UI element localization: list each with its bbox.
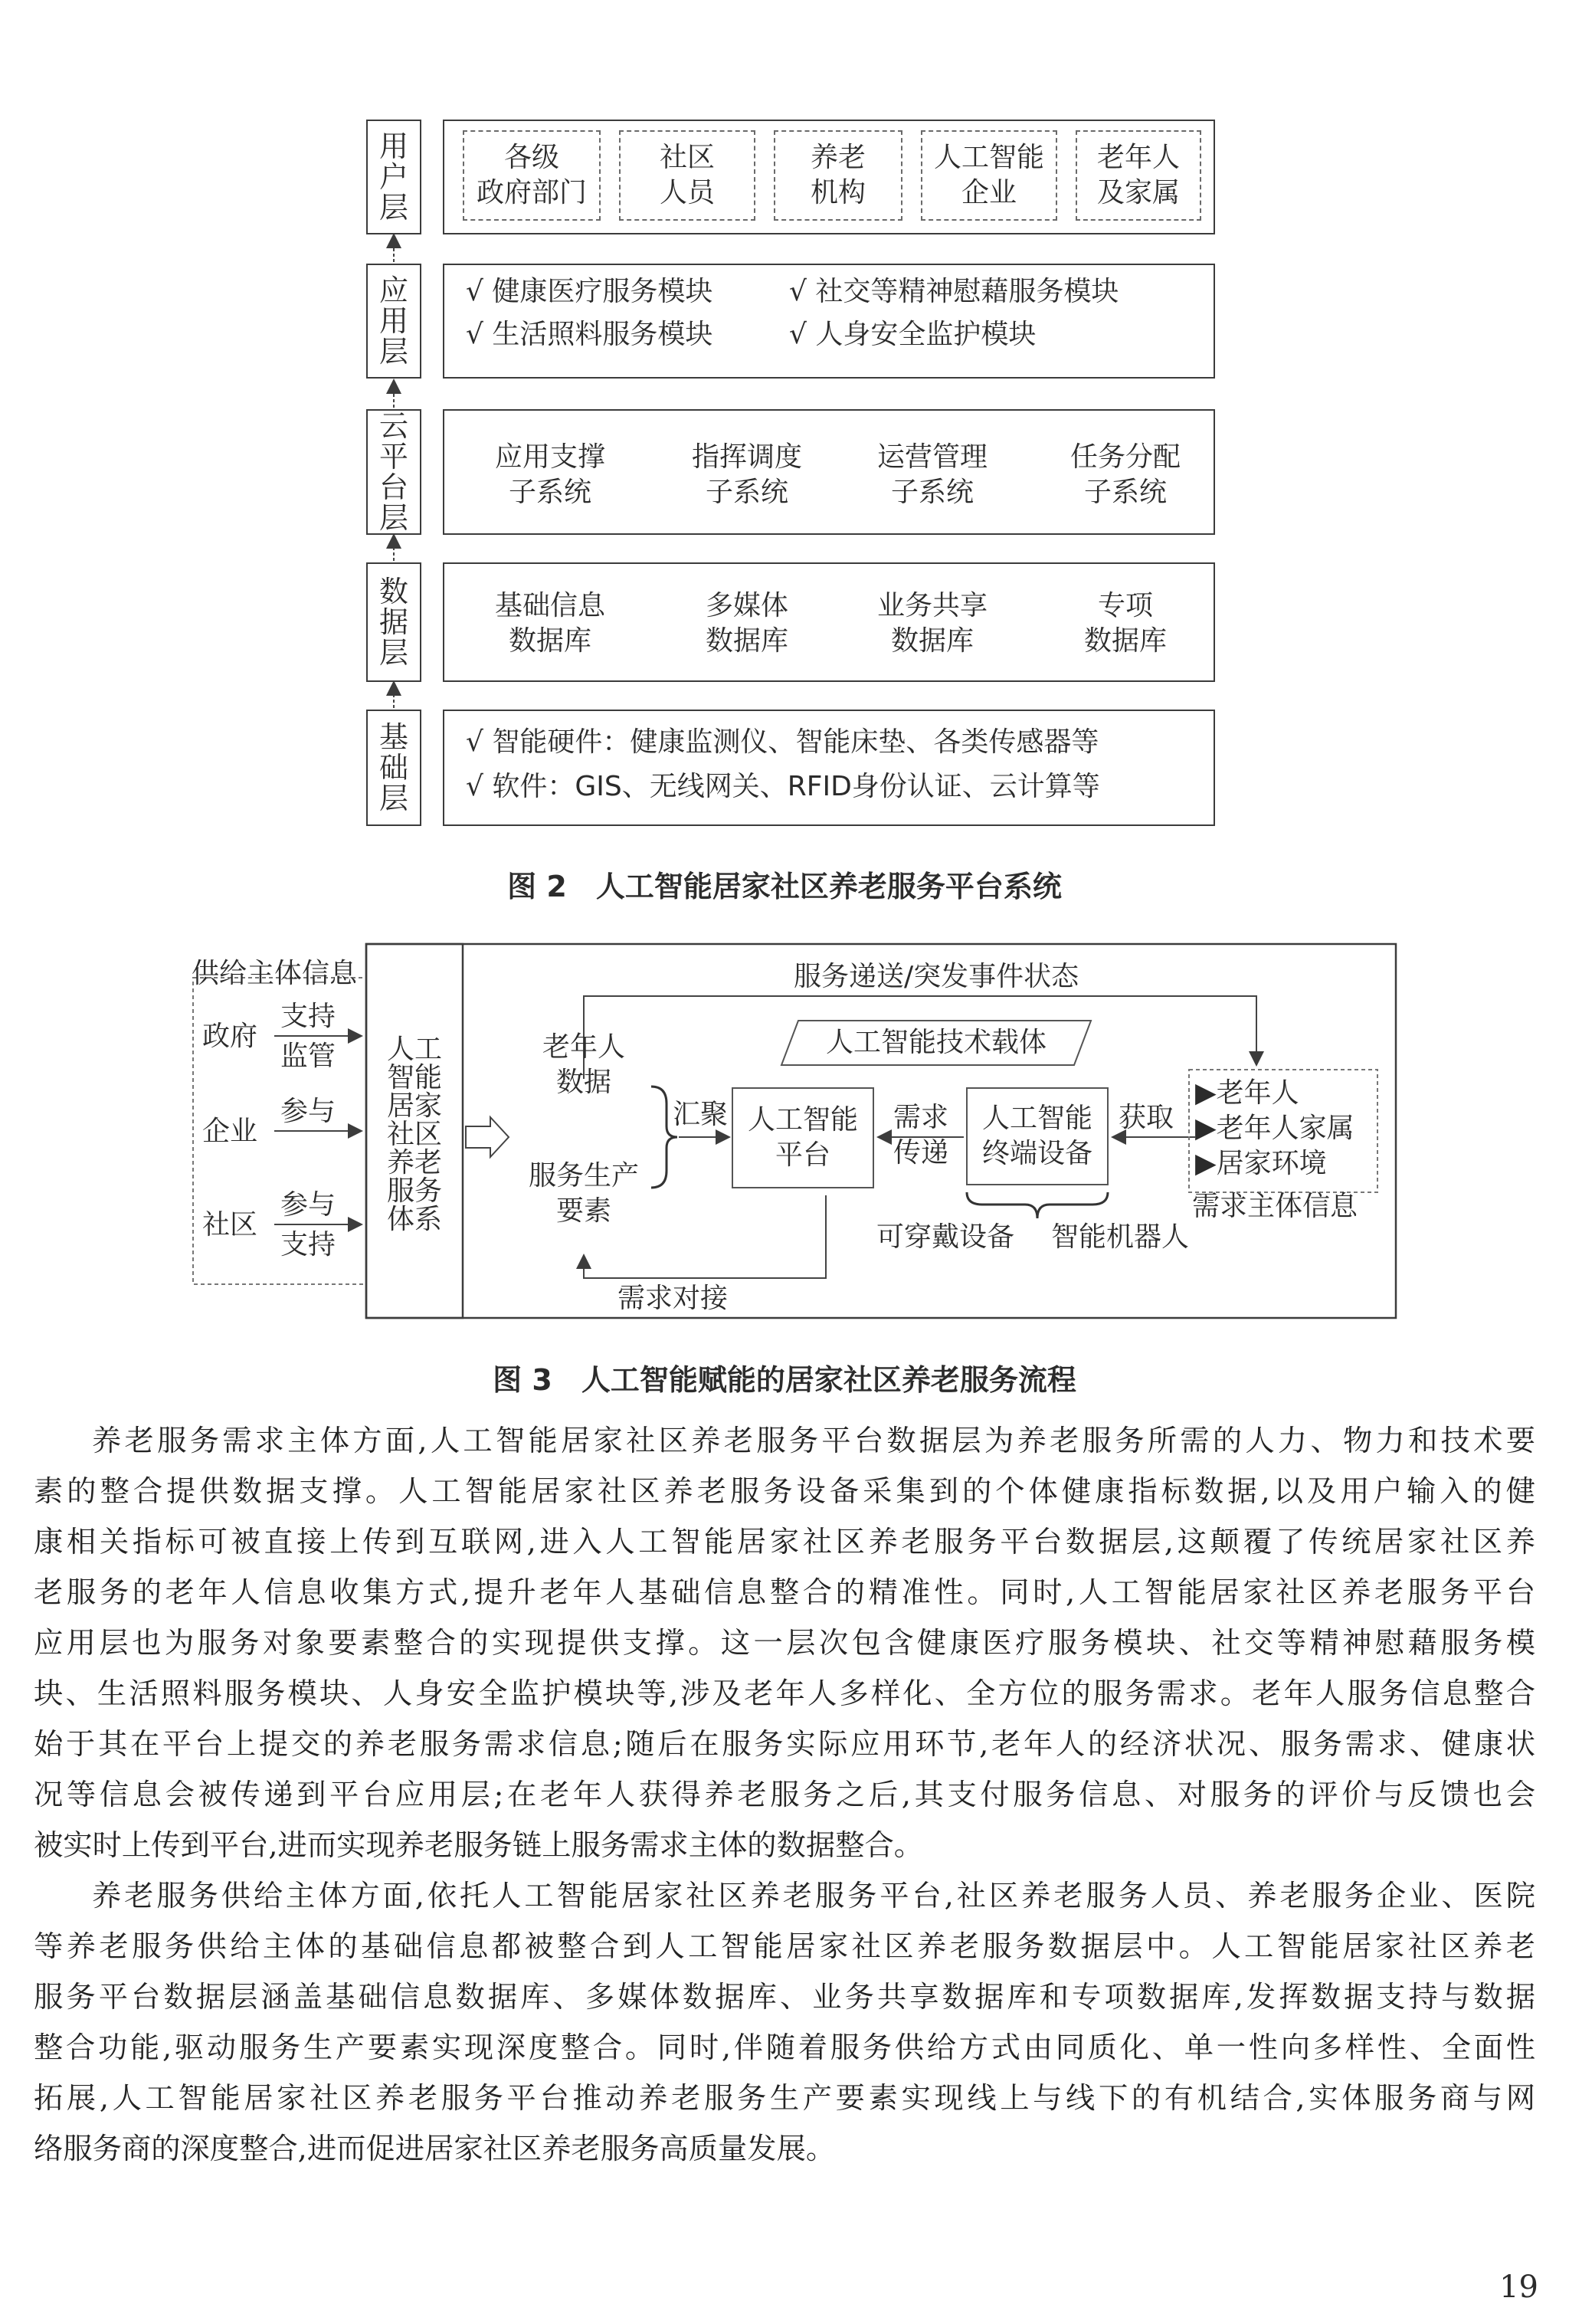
actor-community: 社区 — [202, 1209, 258, 1241]
text-line: 等养老服务供给主体的基础信息都被整合到人工智能居家社区养老服务数据层中。人工智能居家社区养老 — [34, 1929, 1535, 1964]
user-item-institution: 养老 机构 — [810, 142, 866, 208]
text-line: 养老服务需求主体方面,人工智能居家社区养老服务平台数据层为养老服务所需的人力、物力和技术要 — [92, 1424, 1535, 1458]
actor-community-role-1: 参与 — [280, 1189, 336, 1221]
app-item-health: √ 健康医疗服务模块 — [466, 276, 713, 307]
elder-data-label: 老年人 数据 — [542, 1031, 625, 1098]
actor-enterprise: 企业 — [202, 1116, 258, 1147]
paragraph-1 — [34, 1416, 1535, 1871]
data-item-basic: 基础信息 数据库 — [494, 590, 605, 657]
text-line: 拓展,人工智能居家社区养老服务平台推动养老服务生产要素实现线上与线下的有机结合,实体服务商与网 — [34, 2081, 1535, 2116]
demand-matching-label: 需求对接 — [617, 1283, 729, 1314]
cloud-item-task: 任务分配 子系统 — [1069, 441, 1181, 508]
actor-government: 政府 — [202, 1021, 258, 1052]
figure-3-caption: 图 3 人工智能赋能的居家社区养老服务流程 — [493, 1363, 1076, 1397]
base-item-software: √ 软件：GIS、无线网关、RFID身份认证、云计算等 — [466, 771, 1100, 802]
data-item-special: 专项 数据库 — [1083, 590, 1167, 657]
app-item-social: √ 社交等精神慰藉服务模块 — [789, 276, 1119, 307]
layer-label-data: 数 据 层 — [378, 575, 408, 670]
service-elements-label: 服务生产 要素 — [528, 1160, 639, 1227]
ai-carrier-label: 人工智能技术载体 — [825, 1027, 1047, 1058]
text-line: 整合功能,驱动服务生产要素实现深度整合。同时,伴随着服务供给方式由同质化、单一性向多样性、全面性 — [34, 2031, 1535, 2065]
data-item-shared: 业务共享 数据库 — [876, 590, 988, 657]
service-delivery-label: 服务递送/突发事件状态 — [794, 961, 1079, 992]
gather-label: 汇聚 — [673, 1099, 729, 1130]
demand-transfer-label: 需求 传递 — [893, 1102, 948, 1169]
actor-enterprise-role-1: 参与 — [280, 1096, 336, 1127]
user-item-government: 各级 政府部门 — [476, 142, 587, 208]
demand-info-label: 需求主体信息 — [1192, 1191, 1358, 1222]
text-line: 康相关指标可被直接上传到互联网,进入人工智能居家社区养老服务平台数据层,这颠覆了传统居家社区养 — [34, 1525, 1535, 1559]
layer-label-base: 基 础 层 — [378, 720, 408, 815]
text-line: 应用层也为服务对象要素整合的实现提供支撑。这一层次包含健康医疗服务模块、社交等精神慰藉服务模 — [34, 1626, 1535, 1660]
text-line: 块、生活照料服务模块、人身安全监护模块等,涉及老年人多样化、全方位的服务需求。老年人服务信息整合 — [34, 1677, 1535, 1711]
text-line: 被实时上传到平台,进而实现养老服务链上服务需求主体的数据整合。 — [34, 1828, 924, 1863]
paragraph-2 — [34, 1871, 1535, 2175]
demand-item-elderly: ▶老年人 — [1195, 1077, 1299, 1109]
app-item-care: √ 生活照料服务模块 — [466, 319, 713, 350]
text-line: 络服务商的深度整合,进而促进居家社区养老服务高质量发展。 — [34, 2132, 836, 2166]
ai-terminal-label: 人工智能 终端设备 — [981, 1103, 1092, 1169]
demand-item-family: ▶老年人家属 — [1195, 1113, 1354, 1144]
actor-government-role-2: 监管 — [280, 1041, 336, 1072]
text-line: 况等信息会被传递到平台应用层;在老年人获得养老服务之后,其支付服务信息、对服务的评价与反馈也会 — [34, 1778, 1535, 1812]
figure-2-caption: 图 2 人工智能居家社区养老服务平台系统 — [507, 870, 1062, 903]
app-item-safety: √ 人身安全监护模块 — [789, 319, 1037, 350]
actor-community-role-2: 支持 — [280, 1229, 336, 1260]
cloud-item-support: 应用支撑 子系统 — [494, 441, 605, 508]
text-line: 始于其在平台上提交的养老服务需求信息;随后在服务实际应用环节,老年人的经济状况、服务需求、健康状 — [34, 1727, 1535, 1762]
layer-label-user: 用 户 层 — [378, 129, 408, 225]
acquire-label: 获取 — [1119, 1102, 1174, 1133]
base-item-hardware: √ 智能硬件：健康监测仪、智能床垫、各类传感器等 — [466, 726, 1099, 758]
user-item-ai-company: 人工智能 企业 — [933, 142, 1044, 208]
layer-label-app: 应 用 层 — [378, 274, 408, 369]
robot-label: 智能机器人 — [1051, 1221, 1190, 1253]
data-item-multimedia: 多媒体 数据库 — [705, 590, 788, 657]
service-system-label: 人工 智能 居家 社区 养老 服务 体系 — [386, 1033, 443, 1235]
text-line: 养老服务供给主体方面,依托人工智能居家社区养老服务平台,社区养老服务人员、养老服务企业、医院 — [92, 1879, 1535, 1913]
user-item-elderly: 老年人 及家属 — [1096, 142, 1180, 208]
cloud-item-command: 指挥调度 子系统 — [691, 441, 802, 508]
cloud-item-operation: 运营管理 子系统 — [876, 441, 988, 508]
page-number: 19 — [1499, 2270, 1538, 2305]
supply-info-label: 供给主体信息 — [192, 958, 358, 989]
text-line: 服务平台数据层涵盖基础信息数据库、多媒体数据库、业务共享数据库和专项数据库,发挥数据支持与数据 — [34, 1980, 1535, 2014]
ai-platform-label: 人工智能 平台 — [747, 1104, 858, 1171]
text-line: 素的整合提供数据支撑。人工智能居家社区养老服务设备采集到的个体健康指标数据,以及用户输入的健 — [34, 1474, 1535, 1509]
wearable-label: 可穿戴设备 — [876, 1221, 1015, 1253]
actor-government-role-1: 支持 — [280, 1001, 336, 1032]
text-line: 老服务的老年人信息收集方式,提升老年人基础信息整合的精准性。同时,人工智能居家社区养老服务平台 — [34, 1575, 1535, 1610]
demand-item-home: ▶居家环境 — [1195, 1148, 1327, 1179]
user-item-community: 社区 人员 — [659, 142, 715, 208]
layer-label-cloud: 云 平 台 层 — [378, 409, 408, 535]
